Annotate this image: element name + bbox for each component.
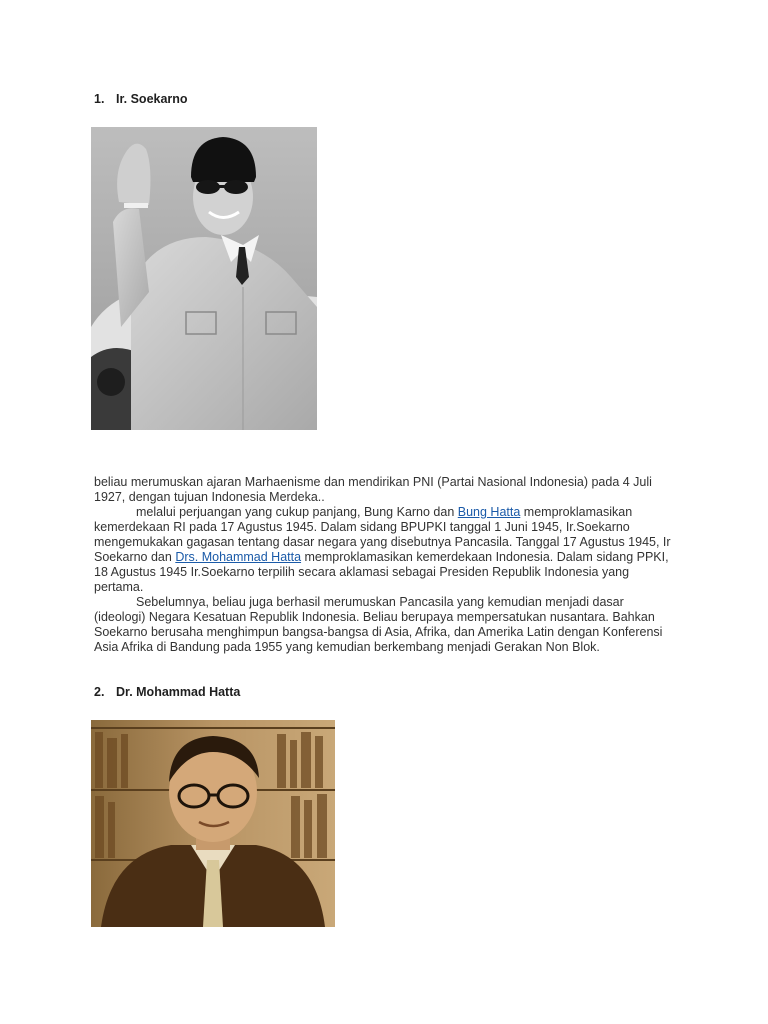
text-span: memproklamasikan kemerdekaan Indonesia. Dalam sidang PPKI, [301,550,669,564]
paragraph-line: 1927, dengan tujuan Indonesia Merdeka.. [94,490,325,504]
section-heading-hatta [94,685,240,699]
text-span: melalui perjuangan yang cukup panjang, Bung Karno dan [136,505,458,519]
text-span: memproklamasikan [520,505,633,519]
text-span: Sebelumnya, beliau juga berhasil merumuskan Pancasila yang kemudian menjadi dasar [136,595,624,609]
paragraph-line: kemerdekaan RI pada 17 Agustus 1945. Dalam sidang BPUPKI tanggal 1 Juni 1945, Ir.Soekarno [94,520,630,534]
section-title: Ir. Soekarno [116,92,188,106]
section-number: 2. [94,685,105,699]
hatta-photo-image [91,720,335,927]
paragraph-line [94,550,684,565]
section-title: Dr. Mohammad Hatta [116,685,241,699]
text-span: Soekarno dan [94,550,176,564]
mohammad-hatta-link[interactable]: Drs. Mohammad Hatta [175,550,302,564]
soekarno-photo [91,127,317,430]
paragraph-line: beliau merumuskan ajaran Marhaenisme dan mendirikan PNI (Partai Nasional Indonesia) pada 4 Juli [94,475,652,489]
paragraph-line: mengemukakan gagasan tentang dasar negara yang disebutnya Pancasila. Tanggal 17 Agustus 1945, Ir [94,535,671,549]
soekarno-photo-image [91,127,317,430]
soekarno-biography [94,475,684,655]
paragraph-line: 18 Agustus 1945 Ir.Soekarno terpilih secara aklamasi sebagai Presiden Republik Indonesia yang [94,565,630,579]
paragraph-line: pertama. [94,580,144,594]
hatta-photo [91,720,335,927]
paragraph-line [94,595,684,610]
bung-hatta-link[interactable]: Bung Hatta [457,505,521,519]
paragraph-line: (ideologi) Negara Kesatuan Republik Indonesia. Beliau berupaya mempersatukan nusantara. Bahkan [94,610,655,624]
section-heading-soekarno [94,92,188,106]
paragraph-line [94,505,684,520]
section-number: 1. [94,92,105,106]
paragraph-line: Asia Afrika di Bandung pada 1955 yang kemudian berkembang menjadi Gerakan Non Blok. [94,640,600,654]
paragraph-line: Soekarno berusaha menghimpun bangsa-bangsa di Asia, Afrika, dan Amerika Latin dengan Konferensi [94,625,663,639]
